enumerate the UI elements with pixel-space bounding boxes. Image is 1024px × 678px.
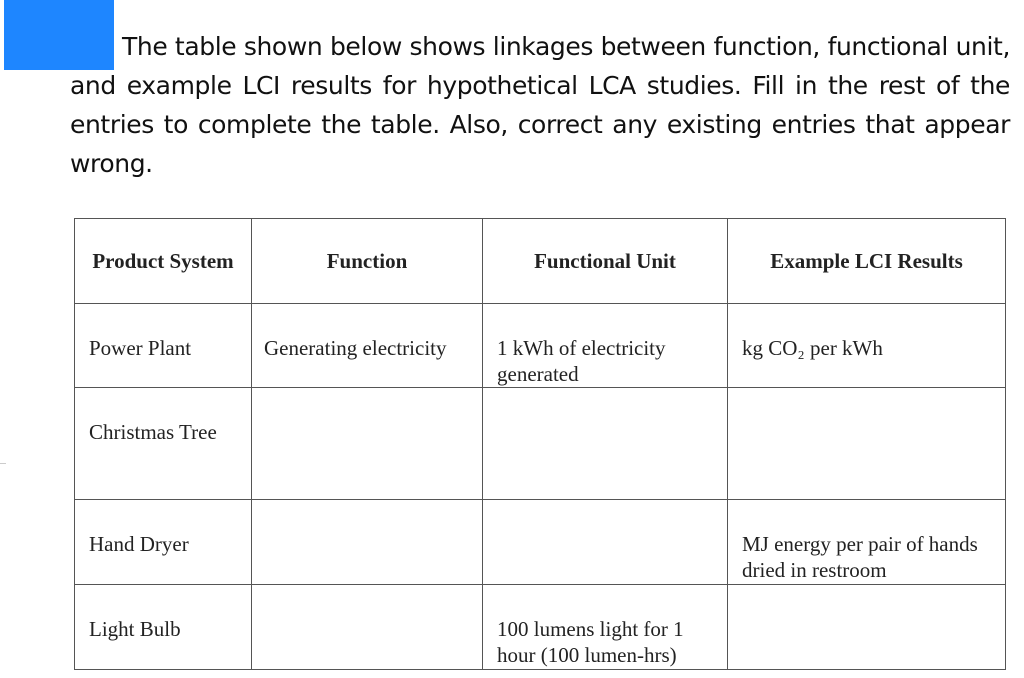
cell-example-lci[interactable] (728, 585, 1006, 670)
cell-product-system: Power Plant (75, 304, 252, 388)
cell-function[interactable] (252, 585, 483, 670)
cell-functional-unit[interactable]: 1 kWh of electricity generated (483, 304, 728, 388)
header-example-lci: Example LCI Results (728, 219, 1006, 304)
header-function: Function (252, 219, 483, 304)
table-row (75, 388, 1006, 500)
cell-example-lci[interactable]: MJ energy per pair of hands dried in restroom (728, 500, 1006, 585)
table-row (75, 585, 1006, 670)
cell-product-system: Christmas Tree (75, 388, 252, 500)
cell-function[interactable]: Generating electricity (252, 304, 483, 388)
table-row (75, 304, 1006, 388)
cell-functional-unit[interactable]: 100 lumens light for 1 hour (100 lumen-hrs) (483, 585, 728, 670)
question-text: The table shown below shows linkages between function, functional unit, and example LCI results for hypothetical LCA studies. Fill in the rest of the entries to complete the table. Also, correct any existing entries that appear wrong. (70, 32, 1010, 178)
cell-functional-unit[interactable] (483, 388, 728, 500)
cell-product-system: Hand Dryer (75, 500, 252, 585)
cell-functional-unit[interactable] (483, 500, 728, 585)
cell-example-lci[interactable] (728, 388, 1006, 500)
lci-table (74, 218, 1006, 670)
header-functional-unit: Functional Unit (483, 219, 728, 304)
edge-mark (0, 463, 6, 464)
cell-function[interactable] (252, 388, 483, 500)
cell-example-lci[interactable]: kg CO₂ per kWh (728, 304, 1006, 388)
table-header-row (75, 219, 1006, 304)
table-row (75, 500, 1006, 585)
cell-product-system: Light Bulb (75, 585, 252, 670)
cell-function[interactable] (252, 500, 483, 585)
header-product-system: Product System (75, 219, 252, 304)
